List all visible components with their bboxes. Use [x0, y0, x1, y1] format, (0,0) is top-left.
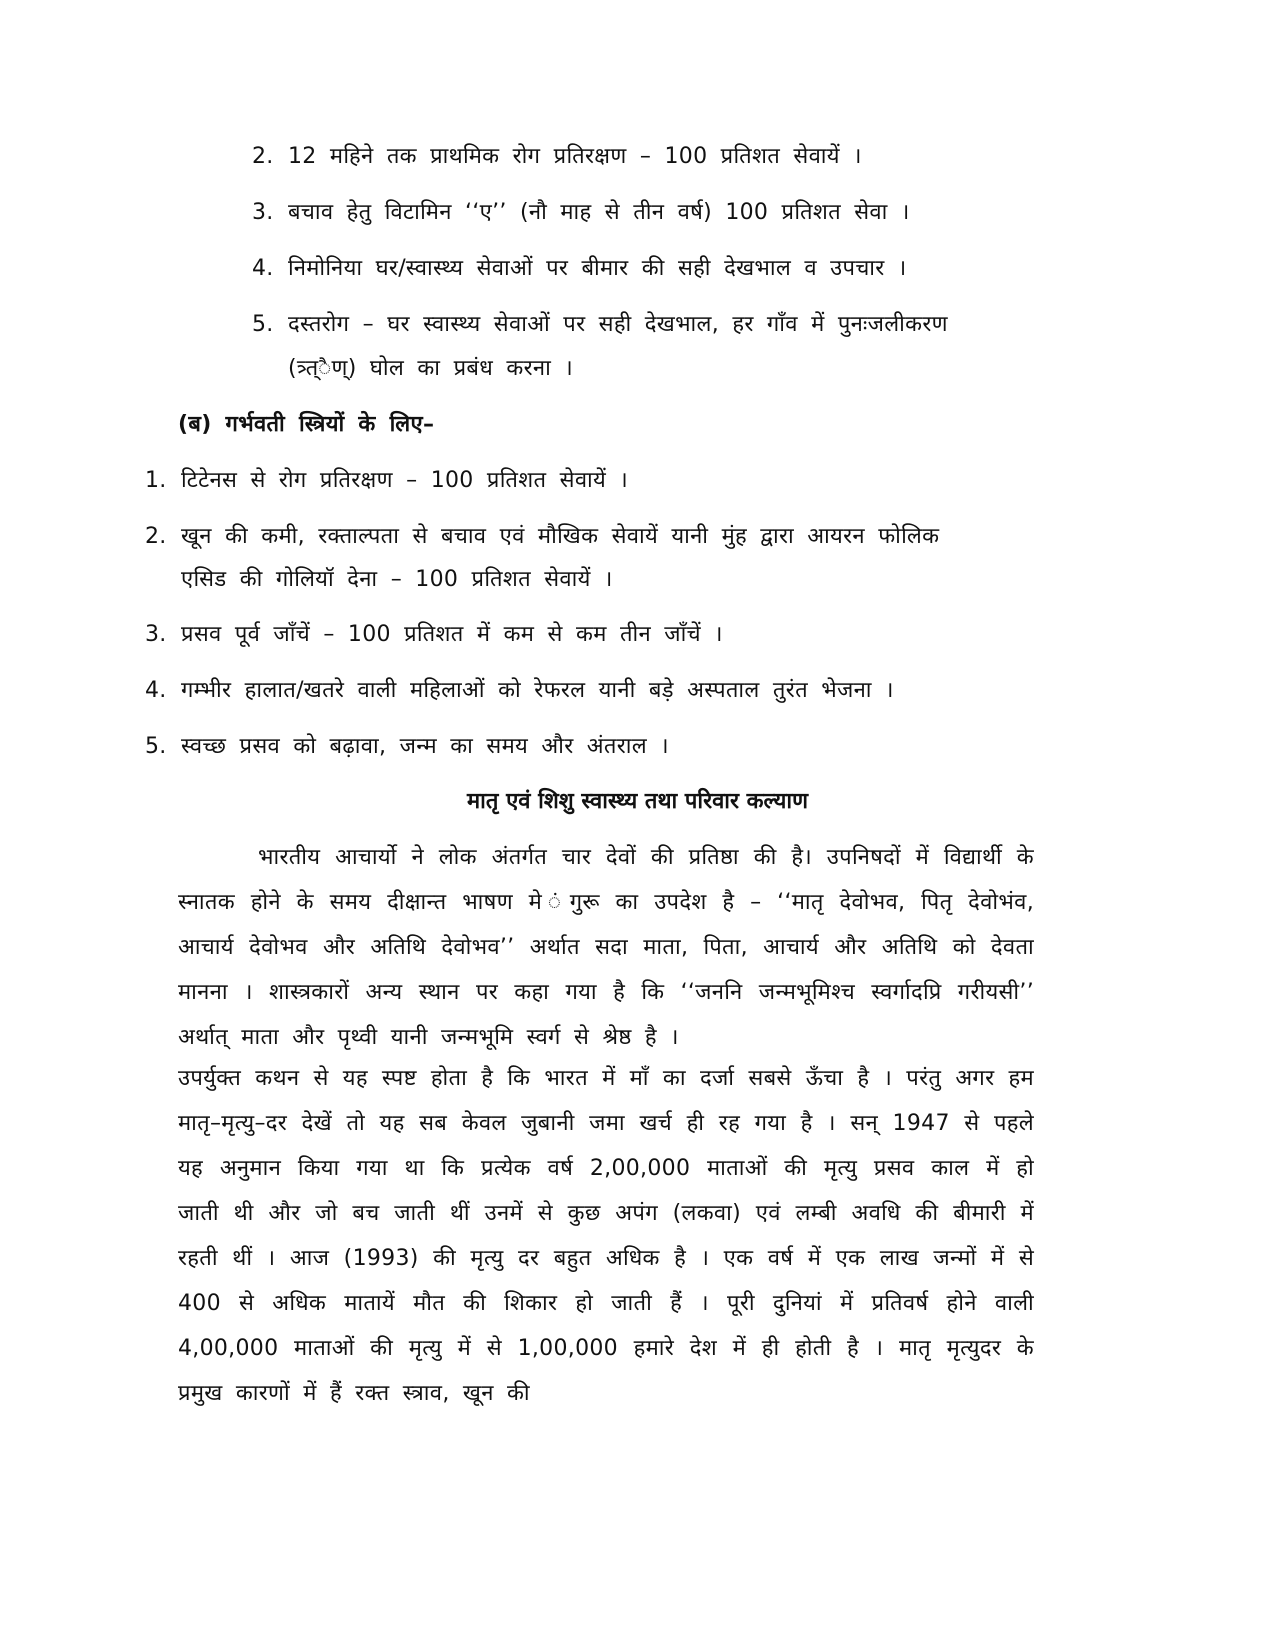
list-item-number: 3. — [252, 200, 274, 225]
list-item-number: 4. — [145, 678, 167, 703]
paragraph: उपर्युक्त कथन से यह स्पष्ट होता है कि भारत में माँ का दर्जा सबसे ऊँचा है । परंतु अगर हम मातृ–मृत्यु–दर देखें तो यह सब केवल जुबानी जमा खर्च ही रह गया है । सन् 1947 से पहले यह अनुमान किया गया था कि प्रत्येक वर्ष 2,00,000 माताओं की मृत्यु प्रसव काल में हो जाती थी और जो बच जाती थीं उनमें से कुछ अपंग (लकवा) एवं लम्बी अवधि की बीमारी में रहती थीं । आज (1993) की मृत्यु दर बहुत अधिक है । एक वर्ष में एक लाख जन्मों में से 400 से अधिक मातायें मौत की शिकार हो जाती हैं । पूरी दुनियां में प्रतिवर्ष होने वाली 4,00,000 माताओं की मृत्यु में से 1,00,000 हमारे देश में ही होती है । मातृ मृत्युदर के प्रमुख कारणों में हैं रक्त स्त्राव, खून की — [178, 1066, 1034, 1406]
list-item-number: 2. — [145, 524, 167, 549]
list-item — [145, 676, 894, 706]
list-item-number: 5. — [252, 312, 274, 337]
list-item-number: 2. — [252, 144, 274, 169]
list-item-text: बचाव हेतु विटामिन ‘‘ए’’ (नौ माह से तीन वर्ष) 100 प्रतिशत सेवा । — [288, 200, 910, 225]
list-item — [145, 620, 723, 650]
paragraph — [178, 835, 1034, 1060]
list-item-number: 1. — [145, 468, 167, 493]
list-item — [252, 254, 907, 284]
list-item-text: 12 महिने तक प्राथमिक रोग प्रतिरक्षण – 100 प्रतिशत सेवायें । — [288, 144, 862, 169]
list-item-text: दस्तरोग – घर स्वास्थ्य सेवाओं पर सही देखभाल, हर गाँव में पुनःजलीकरण — [288, 312, 948, 337]
list-item — [252, 310, 948, 340]
paragraph-text: भारतीय आचार्यो ने लोक अंतर्गत चार देवों की प्रतिष्ठा की है। उपनिषदों में विद्यार्थी के स्नातक होने के समय दीक्षान्त भाषण मे ंगुरू का उपदेश है – ‘‘मातृ देवोभव, पितृ देवोभंव, आचार्य देवोभव और अतिथि देवोभव’’ अर्थात सदा माता, पिता, आचार्य और अतिथि को देवता मानना । शास्त्रकारों अन्य स्थान पर कहा गया है कि ‘‘जननि जन्मभूमिश्च स्वर्गादप्रि गरीयसी’’ अर्थात् माता और पृथ्वी यानी जन्मभूमि स्वर्ग से श्रेष्ठ है । — [178, 845, 1034, 1050]
list-item-number: 3. — [145, 622, 167, 647]
list-item-number: 5. — [145, 734, 167, 759]
list-item-continuation: (त्र्त्ैण्) घोल का प्रबंध करना । — [288, 356, 574, 381]
list-item-text: टिटेनस से रोग प्रतिरक्षण – 100 प्रतिशत सेवायें । — [181, 468, 629, 493]
list-item — [252, 198, 910, 228]
list-item-text: गम्भीर हालात/खतरे वाली महिलाओं को रेफरल यानी बड़े अस्पताल तुरंत भेजना । — [181, 678, 894, 703]
list-item — [252, 142, 862, 172]
list-item-text: स्वच्छ प्रसव को बढ़ावा, जन्म का समय और अंतराल । — [181, 734, 669, 759]
list-item-text: निमोनिया घर/स्वास्थ्य सेवाओं पर बीमार की सही देखभाल व उपचार । — [288, 256, 907, 281]
list-item-text: खून की कमी, रक्ताल्पता से बचाव एवं मौखिक सेवायें यानी मुंह द्वारा आयरन फोलिक — [181, 524, 940, 549]
list-item — [145, 732, 669, 762]
list-item — [145, 466, 628, 496]
main-heading: मातृ एवं शिशु स्वास्थ्य तथा परिवार कल्याण — [467, 789, 808, 814]
list-item — [145, 522, 939, 552]
list-item-continuation: एसिड की गोलियॉ देना – 100 प्रतिशत सेवायें । — [181, 567, 613, 592]
list-item-text: प्रसव पूर्व जाँचें – 100 प्रतिशत में कम से कम तीन जाँचें । — [181, 622, 723, 647]
section-heading: (ब) गर्भवती स्त्रियों के लिए– — [178, 412, 435, 437]
list-item-number: 4. — [252, 256, 274, 281]
